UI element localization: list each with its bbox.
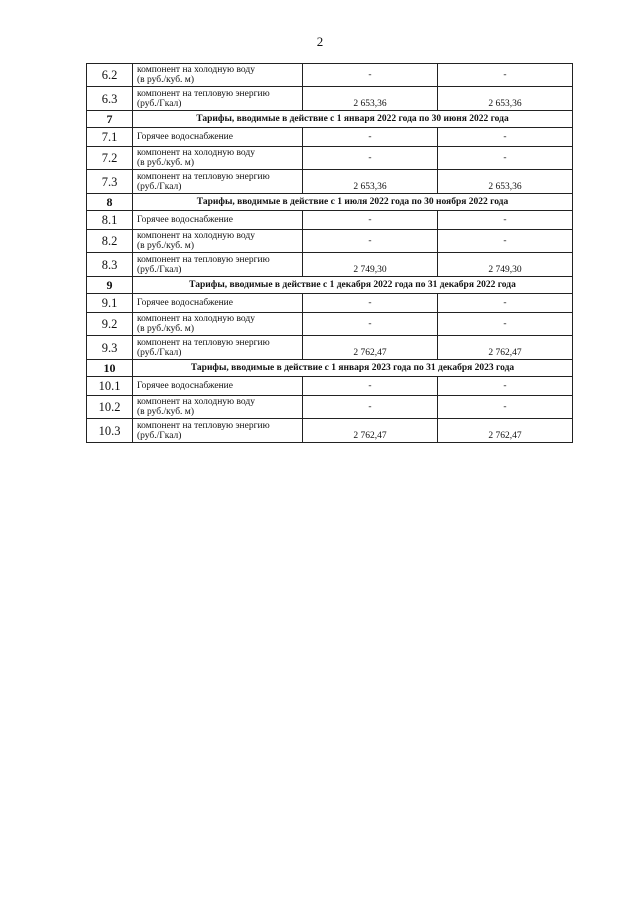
value-cell-2: - xyxy=(438,294,573,313)
value-cell-1: - xyxy=(303,377,438,396)
row-number: 6.3 xyxy=(87,87,133,111)
value-cell-2: - xyxy=(438,396,573,419)
row-name-line: (руб./Гкал) xyxy=(137,347,182,358)
row-number: 9.1 xyxy=(87,294,133,313)
section-heading: Тарифы, вводимые в действие с 1 января 2023 года по 31 декабря 2023 года xyxy=(133,360,573,377)
value-cell-2: - xyxy=(438,211,573,230)
value-cell-2: - xyxy=(438,147,573,170)
value-cell-1: 2 762,47 xyxy=(303,336,438,360)
value-cell-2: - xyxy=(438,64,573,87)
row-name-line: (руб./Гкал) xyxy=(137,181,182,192)
table-row xyxy=(87,170,573,194)
row-number: 8.3 xyxy=(87,253,133,277)
table-row xyxy=(87,294,573,313)
row-name-line: компонент на тепловую энергию xyxy=(137,254,270,265)
row-name-line: компонент на холодную воду xyxy=(137,65,255,75)
row-number: 10.1 xyxy=(87,377,133,396)
value-cell-2: 2 653,36 xyxy=(438,87,573,111)
table-row xyxy=(87,230,573,253)
value-cell-1: 2 653,36 xyxy=(303,87,438,111)
section-heading: Тарифы, вводимые в действие с 1 января 2022 года по 30 июня 2022 года xyxy=(133,111,573,128)
row-name xyxy=(133,313,303,336)
row-name-line: Горячее водоснабжение xyxy=(137,215,233,225)
section-header-row xyxy=(87,277,573,294)
value-cell-2: 2 762,47 xyxy=(438,419,573,443)
tariff-table-body xyxy=(87,64,573,443)
row-name xyxy=(133,87,303,111)
value-cell-2: - xyxy=(438,128,573,147)
row-name-line: (в руб./куб. м) xyxy=(137,158,194,168)
row-name xyxy=(133,336,303,360)
row-name xyxy=(133,230,303,253)
table-row xyxy=(87,253,573,277)
value-cell-2: - xyxy=(438,377,573,396)
row-name xyxy=(133,396,303,419)
section-header-row xyxy=(87,360,573,377)
row-name xyxy=(133,294,303,313)
row-name-line: Горячее водоснабжение xyxy=(137,381,233,391)
section-number: 8 xyxy=(87,194,133,211)
value-cell-1: 2 749,30 xyxy=(303,253,438,277)
row-name xyxy=(133,211,303,230)
row-number: 9.2 xyxy=(87,313,133,336)
value-cell-1: - xyxy=(303,64,438,87)
row-name xyxy=(133,253,303,277)
row-name xyxy=(133,64,303,87)
section-number: 9 xyxy=(87,277,133,294)
row-number: 8.2 xyxy=(87,230,133,253)
row-number: 10.3 xyxy=(87,419,133,443)
value-cell-2: - xyxy=(438,313,573,336)
value-cell-2: 2 749,30 xyxy=(438,253,573,277)
table-row xyxy=(87,211,573,230)
section-number: 10 xyxy=(87,360,133,377)
table-row xyxy=(87,147,573,170)
row-number: 6.2 xyxy=(87,64,133,87)
row-number: 7.2 xyxy=(87,147,133,170)
table-row xyxy=(87,87,573,111)
value-cell-1: - xyxy=(303,396,438,419)
row-name-line: (в руб./куб. м) xyxy=(137,407,194,417)
table-row xyxy=(87,313,573,336)
row-name-line: компонент на холодную воду xyxy=(137,314,255,324)
row-number: 7.1 xyxy=(87,128,133,147)
row-name-line: (в руб./куб. м) xyxy=(137,75,194,85)
row-name-line: компонент на тепловую энергию xyxy=(137,171,270,182)
row-name-line: (руб./Гкал) xyxy=(137,264,182,275)
value-cell-1: - xyxy=(303,313,438,336)
value-cell-2: 2 762,47 xyxy=(438,336,573,360)
table-row xyxy=(87,377,573,396)
row-name xyxy=(133,128,303,147)
row-name-line: компонент на тепловую энергию xyxy=(137,88,270,99)
row-name-line: компонент на тепловую энергию xyxy=(137,337,270,348)
value-cell-1: 2 653,36 xyxy=(303,170,438,194)
value-cell-1: - xyxy=(303,211,438,230)
row-name-line: (руб./Гкал) xyxy=(137,430,182,441)
value-cell-1: - xyxy=(303,147,438,170)
section-header-row xyxy=(87,194,573,211)
row-number: 9.3 xyxy=(87,336,133,360)
table-row xyxy=(87,396,573,419)
section-header-row xyxy=(87,111,573,128)
row-name-line: Горячее водоснабжение xyxy=(137,298,233,308)
page-number: 2 xyxy=(316,34,324,49)
table-row xyxy=(87,128,573,147)
row-name-line: компонент на холодную воду xyxy=(137,148,255,158)
section-heading: Тарифы, вводимые в действие с 1 декабря 2022 года по 31 декабря 2022 года xyxy=(133,277,573,294)
row-name-line: (в руб./куб. м) xyxy=(137,241,194,251)
row-number: 7.3 xyxy=(87,170,133,194)
row-name-line: компонент на холодную воду xyxy=(137,231,255,241)
row-name xyxy=(133,170,303,194)
row-name-line: (руб./Гкал) xyxy=(137,98,182,109)
table-row xyxy=(87,336,573,360)
row-name xyxy=(133,377,303,396)
value-cell-1: - xyxy=(303,128,438,147)
row-name-line: Горячее водоснабжение xyxy=(137,132,233,142)
table-row xyxy=(87,64,573,87)
section-heading: Тарифы, вводимые в действие с 1 июля 2022 года по 30 ноября 2022 года xyxy=(133,194,573,211)
row-number: 10.2 xyxy=(87,396,133,419)
value-cell-1: - xyxy=(303,294,438,313)
tariff-table xyxy=(86,63,573,443)
row-name-line: компонент на тепловую энергию xyxy=(137,420,270,431)
value-cell-1: - xyxy=(303,230,438,253)
value-cell-2: 2 653,36 xyxy=(438,170,573,194)
row-name xyxy=(133,419,303,443)
table-row xyxy=(87,419,573,443)
row-name-line: (в руб./куб. м) xyxy=(137,324,194,334)
value-cell-2: - xyxy=(438,230,573,253)
value-cell-1: 2 762,47 xyxy=(303,419,438,443)
row-name-line: компонент на холодную воду xyxy=(137,397,255,407)
row-name xyxy=(133,147,303,170)
row-number: 8.1 xyxy=(87,211,133,230)
section-number: 7 xyxy=(87,111,133,128)
